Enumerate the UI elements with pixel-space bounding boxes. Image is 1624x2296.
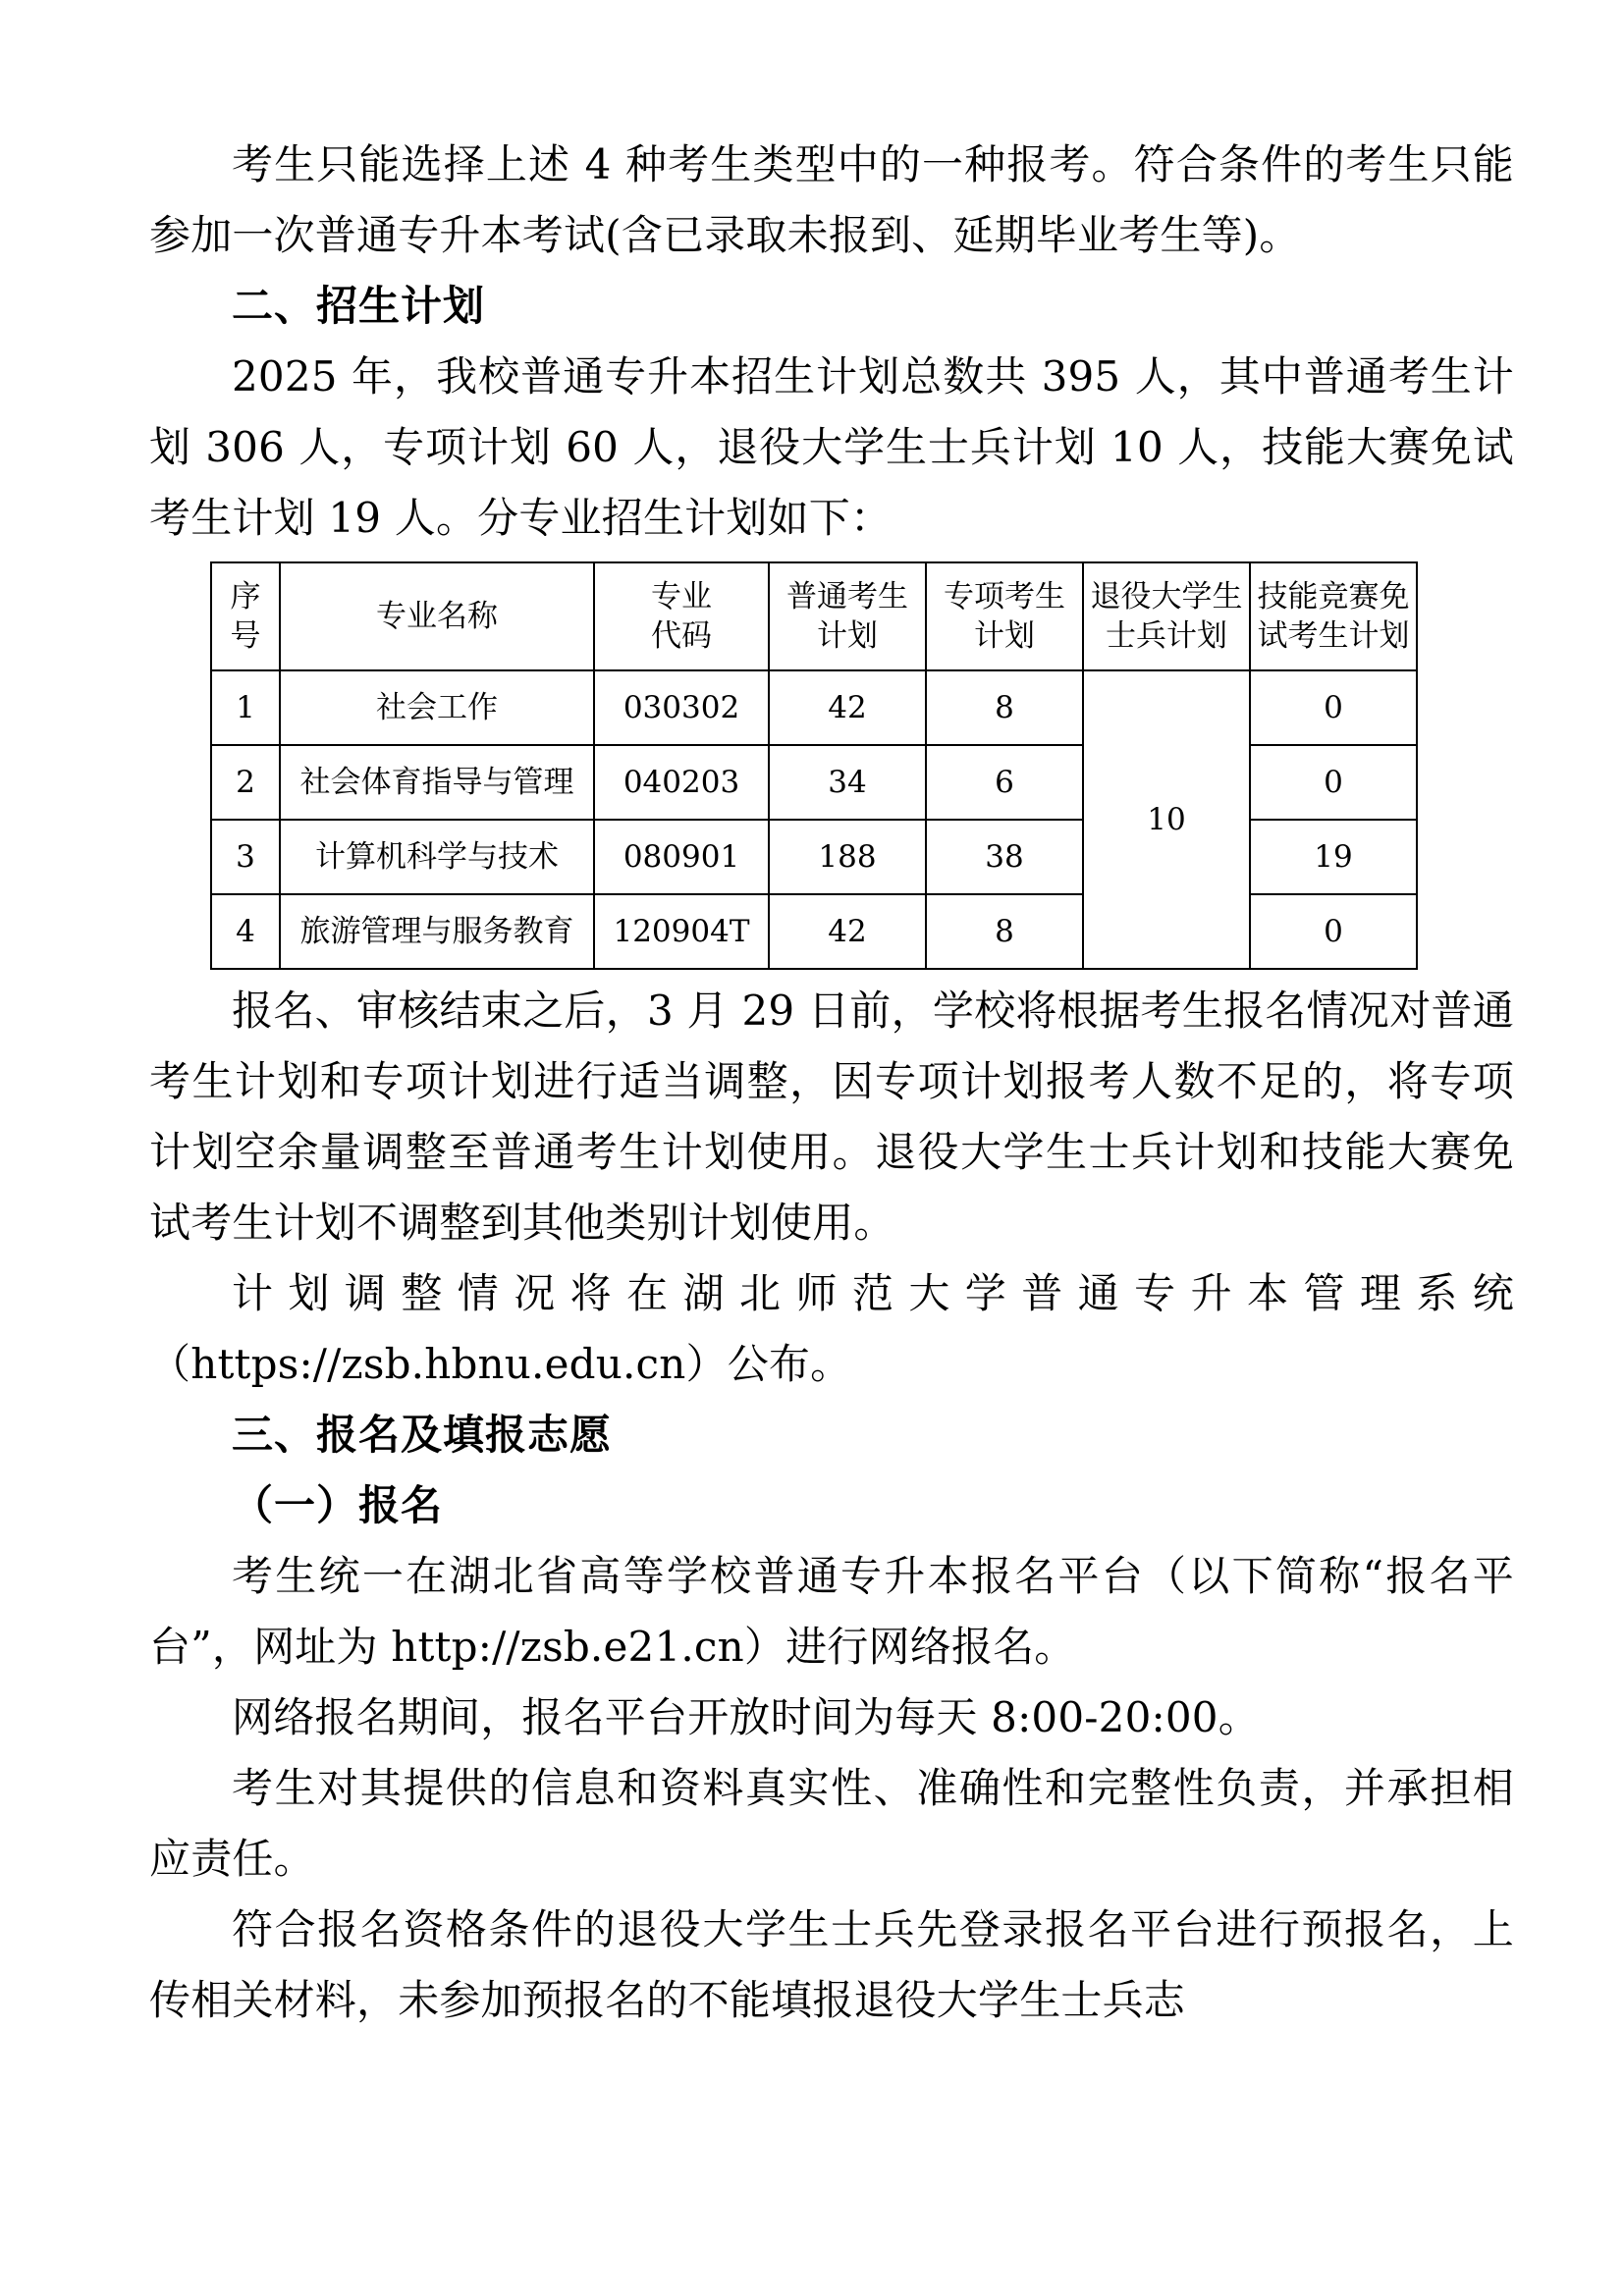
column-header-major-name-text: 专业名称 xyxy=(376,599,498,634)
cell-special-plan: 8 xyxy=(926,670,1083,745)
column-header-skill-exempt-plan-line1: 技能竞赛免 xyxy=(1257,579,1410,614)
cell-skill-exempt-plan: 19 xyxy=(1250,820,1417,894)
cell-major-name: 社会工作 xyxy=(280,670,594,745)
cell-index: 2 xyxy=(211,745,280,820)
table-body xyxy=(211,670,1417,969)
column-header-normal-plan-line2: 计划 xyxy=(817,618,878,654)
subheading-registration: （一）报名 xyxy=(232,1481,444,1529)
cell-normal-plan: 42 xyxy=(769,670,926,745)
column-header-major-name xyxy=(280,562,594,670)
table-row xyxy=(211,670,1417,745)
cell-special-plan: 8 xyxy=(926,894,1083,969)
column-header-special-plan-line1: 专项考生 xyxy=(944,579,1065,614)
enrollment-plan-table xyxy=(210,561,1418,970)
cell-index: 4 xyxy=(211,894,280,969)
cell-skill-exempt-plan: 0 xyxy=(1250,745,1417,820)
cell-major-name: 计算机科学与技术 xyxy=(280,820,594,894)
column-header-major-code xyxy=(594,562,769,670)
cell-index: 3 xyxy=(211,820,280,894)
column-header-major-code-line2: 代码 xyxy=(651,618,712,654)
paragraph-veteran-pre-registration: 符合报名资格条件的退役大学生士兵先登录报名平台进行预报名，上传相关材料，未参加预报名的不能填报退役大学生士兵志 xyxy=(149,1905,1514,2024)
cell-major-code: 040203 xyxy=(594,745,769,820)
cell-major-code: 120904T xyxy=(594,894,769,969)
document-body xyxy=(149,130,1514,2036)
column-header-index-line2: 号 xyxy=(230,618,261,654)
column-header-major-code-line1: 专业 xyxy=(651,579,712,614)
paragraph-platform-hours: 网络报名期间，报名平台开放时间为每天 8:00-20:00。 xyxy=(232,1693,1260,1741)
column-header-index-line1: 序 xyxy=(230,579,261,614)
cell-normal-plan: 188 xyxy=(769,820,926,894)
table-header-row xyxy=(211,562,1417,670)
cell-major-code: 030302 xyxy=(594,670,769,745)
cell-index: 1 xyxy=(211,670,280,745)
column-header-veteran-plan-line2: 士兵计划 xyxy=(1106,618,1227,654)
column-header-veteran-plan-line1: 退役大学生 xyxy=(1090,579,1243,614)
column-header-veteran-plan xyxy=(1083,562,1250,670)
enrollment-plan-table-wrapper xyxy=(210,561,1416,970)
cell-veteran-plan-merged: 10 xyxy=(1083,670,1250,969)
cell-skill-exempt-plan: 0 xyxy=(1250,894,1417,969)
paragraph-exam-type-restriction: 考生只能选择上述 4 种考生类型中的一种报考。符合条件的考生只能参加一次普通专升本考试(含已录取未报到、延期毕业考生等)。 xyxy=(149,140,1514,259)
cell-normal-plan: 34 xyxy=(769,745,926,820)
table-header xyxy=(211,562,1417,670)
column-header-skill-exempt-plan xyxy=(1250,562,1417,670)
heading-enrollment-plan: 二、招生计划 xyxy=(232,282,486,330)
cell-normal-plan: 42 xyxy=(769,894,926,969)
paragraph-registration-platform: 考生统一在湖北省高等学校普通专升本报名平台（以下简称“报名平台”，网址为 http://zsb.e21.cn）进行网络报名。 xyxy=(149,1552,1514,1671)
cell-major-name: 社会体育指导与管理 xyxy=(280,745,594,820)
column-header-normal-plan xyxy=(769,562,926,670)
paragraph-plan-publication: 计划调整情况将在湖北师范大学普通专升本管理系统（https://zsb.hbnu.edu.cn）公布。 xyxy=(149,1269,1514,1388)
cell-special-plan: 6 xyxy=(926,745,1083,820)
column-header-special-plan-line2: 计划 xyxy=(974,618,1035,654)
cell-major-code: 080901 xyxy=(594,820,769,894)
cell-skill-exempt-plan: 0 xyxy=(1250,670,1417,745)
cell-major-name: 旅游管理与服务教育 xyxy=(280,894,594,969)
column-header-special-plan xyxy=(926,562,1083,670)
cell-special-plan: 38 xyxy=(926,820,1083,894)
heading-registration-and-volunteer: 三、报名及填报志愿 xyxy=(232,1411,613,1459)
column-header-skill-exempt-plan-line2: 试考生计划 xyxy=(1257,618,1410,654)
column-header-normal-plan-line1: 普通考生 xyxy=(786,579,908,614)
paragraph-applicant-responsibility: 考生对其提供的信息和资料真实性、准确性和完整性负责，并承担相应责任。 xyxy=(149,1764,1514,1883)
paragraph-plan-totals: 2025 年，我校普通专升本招生计划总数共 395 人，其中普通考生计划 306 人，专项计划 60 人，退役大学生士兵计划 10 人，技能大赛免试考生计划 19 人。分专业招生计划如下： xyxy=(149,352,1514,542)
paragraph-plan-adjustment: 报名、审核结束之后，3 月 29 日前，学校将根据考生报名情况对普通考生计划和专项计划进行适当调整，因专项计划报考人数不足的，将专项计划空余量调整至普通考生计划使用。退役大学生士兵计划和技能大赛免试考生计划不调整到其他类别计划使用。 xyxy=(149,987,1514,1247)
column-header-index xyxy=(211,562,280,670)
